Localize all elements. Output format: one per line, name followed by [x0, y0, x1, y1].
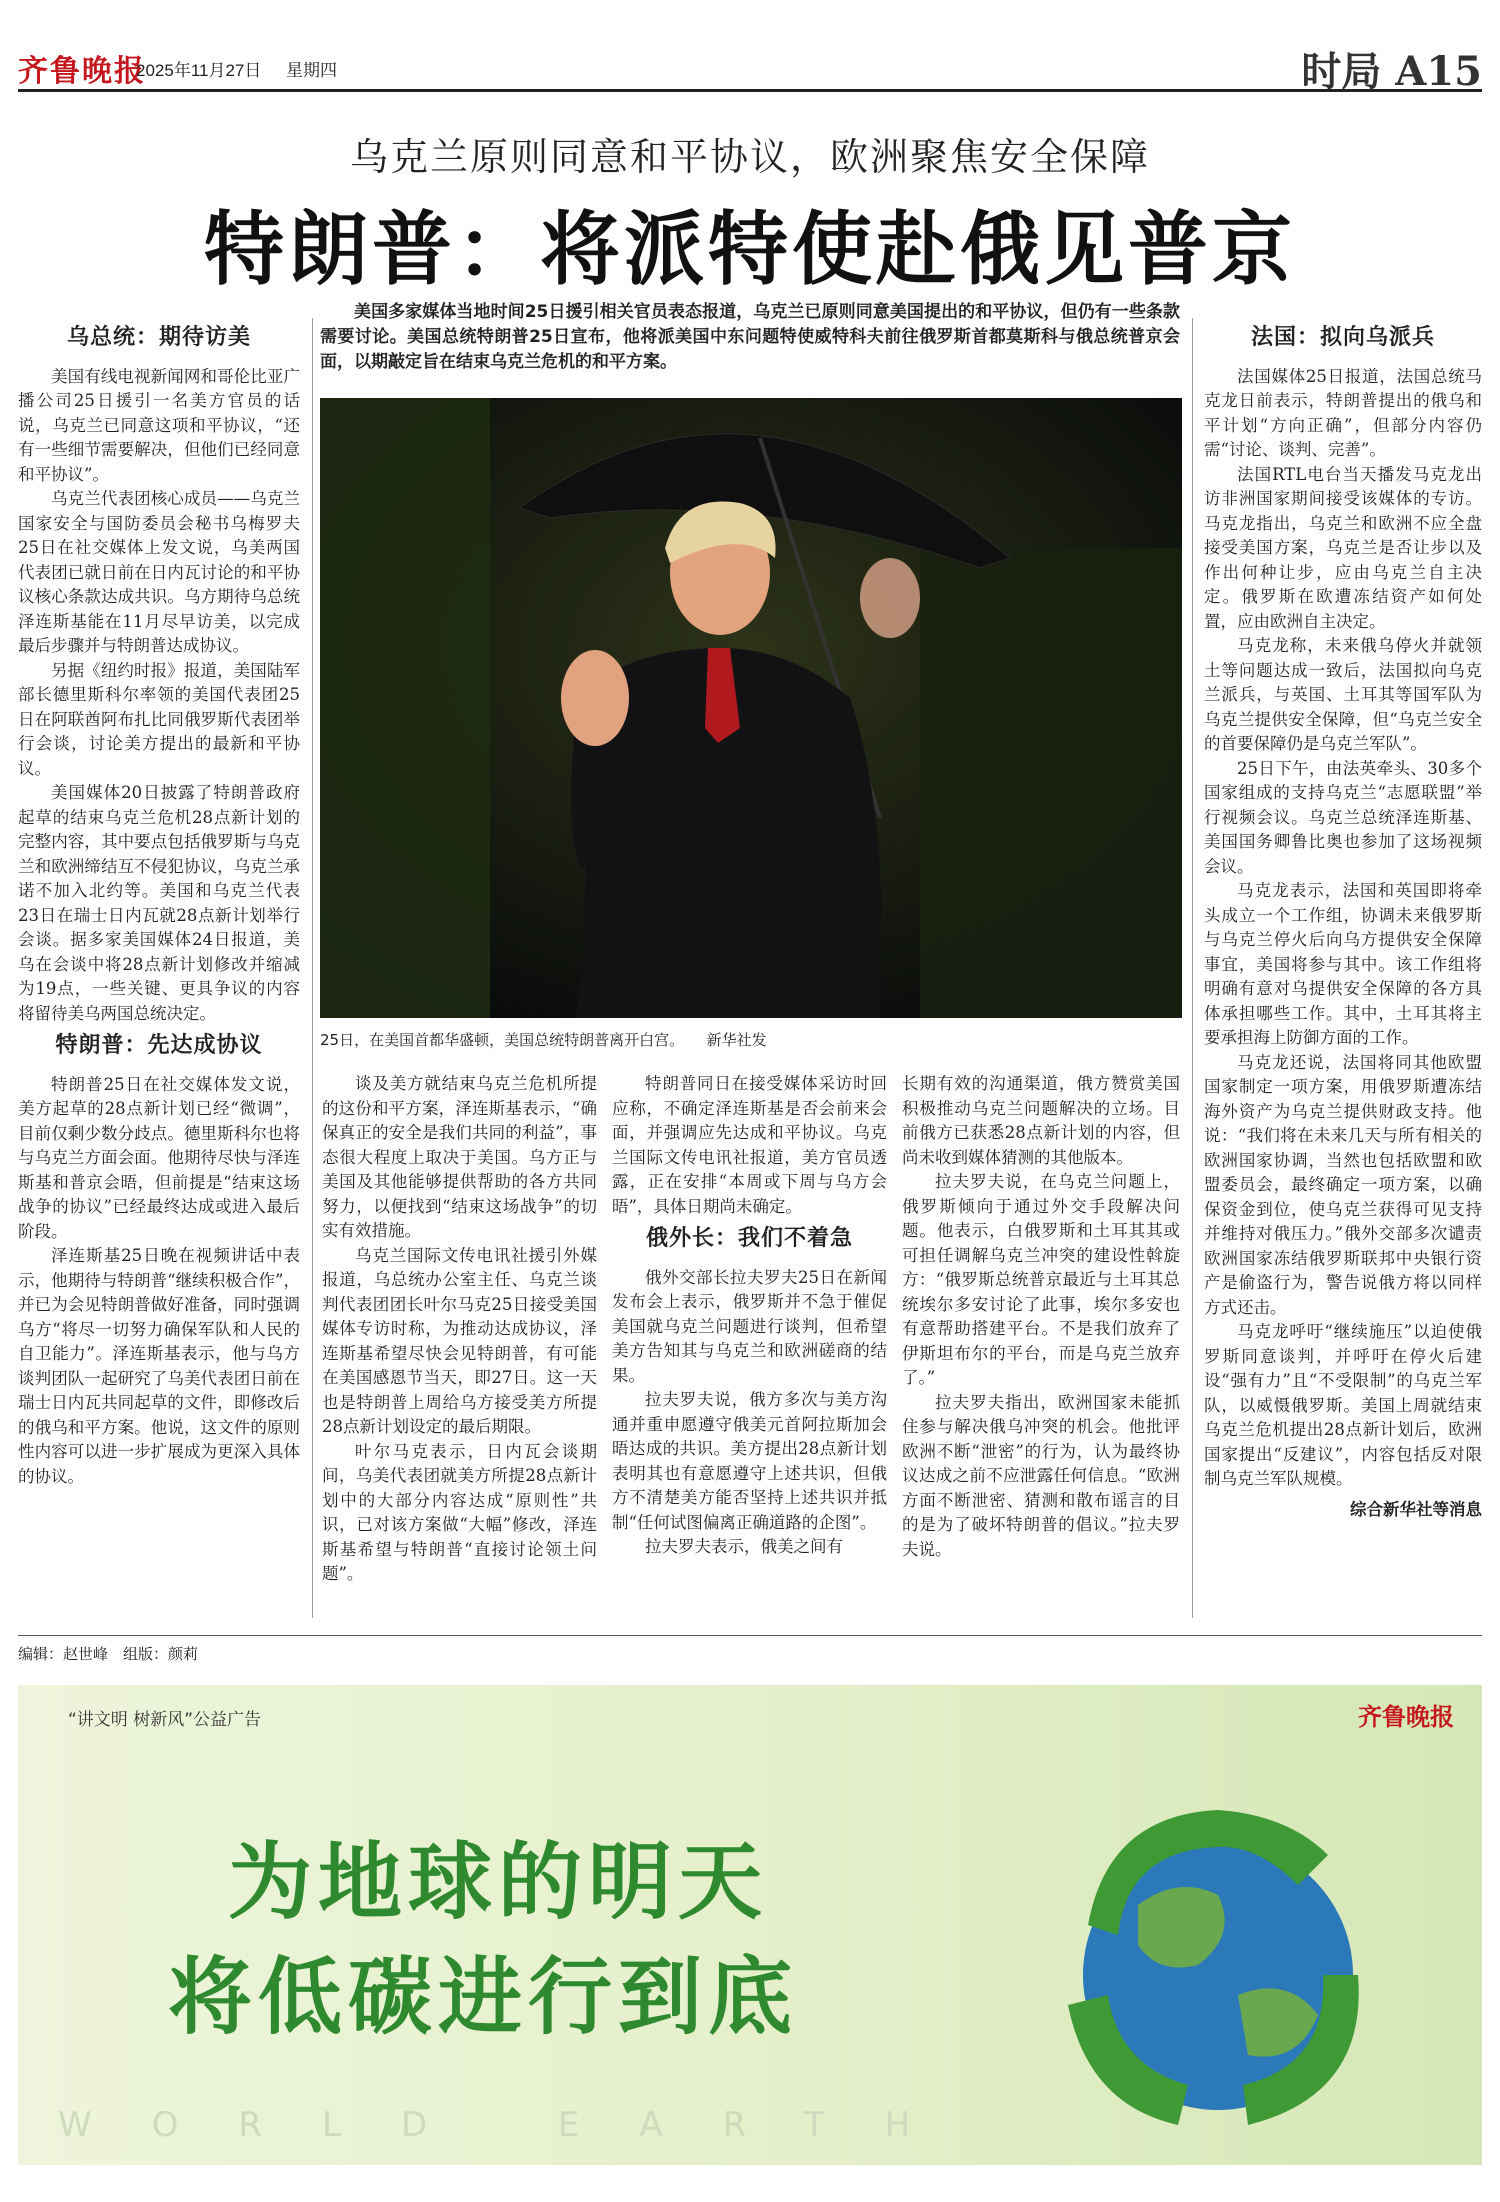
photo-caption: 25日，在美国首都华盛顿，美国总统特朗普离开白宫。 新华社发	[320, 1031, 767, 1049]
news-photo	[320, 398, 1182, 1018]
paragraph: 乌克兰国际文传电讯社援引外媒报道，乌总统办公室主任、乌克兰谈判代表团团长叶尔马克25日接受美国媒体专访时称，为推动达成协议，泽连斯基希望尽快会见特朗普，有可能在美国感恩节当天，即27日。这一天也是特朗普上周给乌方接受美方所提28点新计划设定的最后期限。	[322, 1245, 597, 1436]
body-column-3	[612, 1072, 887, 1560]
paragraph: 特朗普同日在接受媒体采访时回应称，不确定泽连斯基是否会前来会面，并强调应先达成和平协议。乌克兰国际文传电讯社报道，美方官员透露，正在安排“本周或下周与乌方会晤”，具体日期尚未确定。	[612, 1074, 887, 1216]
paragraph: 马克龙还说，法国将同其他欧盟国家制定一项方案，用俄罗斯遭冻结海外资产为乌克兰提供财政支持。他说：“我们将在未来几天与所有相关的欧洲国家协调，当然也包括欧盟和欧盟委员会，最终确定一项方案，以确保资金到位，使乌克兰获得可见支持并维持对俄压力。”俄外交部多次谴责欧洲国家冻结俄罗斯联邦中央银行资产是偷盗行为，警告说俄方将以同样方式还击。	[1204, 1052, 1482, 1317]
paragraph: 谈及美方就结束乌克兰危机所提的这份和平方案，泽连斯基表示，“确保真正的安全是我们共同的利益”，事态很大程度上取决于美国。乌方正与美国及其他能够提供帮助的各方共同努力，以便找到“结束这场战争”的切实有效措施。	[322, 1074, 597, 1240]
globe-recycle-icon	[1028, 1775, 1408, 2155]
paragraph: 25日下午，由法英牵头、30多个国家组成的支持乌克兰“志愿联盟”举行视频会议。乌克兰总统泽连斯基、美国国务卿鲁比奥也参加了这场视频会议。	[1204, 758, 1482, 876]
paragraph: 拉夫罗夫说，俄方多次与美方沟通并重申愿遵守俄美元首阿拉斯加会晤达成的共识。美方提出28点新计划表明其也有意愿遵守上述共识，但俄方不清楚美方能否坚持上述共识并抵制“任何试图偏离正确道路的企图”。	[612, 1390, 887, 1532]
ad-slogan-line1: 为地球的明天	[228, 1833, 769, 1931]
paragraph: 泽连斯基25日晚在视频讲话中表示，他期待与特朗普“继续积极合作”，并已为会见特朗普做好准备，同时强调乌方“将尽一切努力确保军队和人民的自卫能力”。泽连斯基表示，他与乌方谈判团队一起研究了乌美代表团日前在瑞士日内瓦共同起草的文件，即修改后的俄乌和平方案。他说，这文件的原则性内容可以进一步扩展成为更深入具体的协议。	[18, 1246, 300, 1486]
paragraph: 马克龙表示，法国和英国即将牵头成立一个工作组，协调未来俄罗斯与乌克兰停火后向乌方提供安全保障事宜，美国将参与其中。该工作组将明确有意对乌提供安全保障的各方具体承担哪些工作。其中，土耳其将主要承担海上防御方面的工作。	[1204, 881, 1482, 1047]
column-rule	[312, 318, 313, 1618]
article-headline: 特朗普：将派特使赴俄见普京	[204, 203, 1296, 296]
paragraph: 拉夫罗夫表示，俄美之间有	[645, 1537, 843, 1556]
body-column-4	[902, 1072, 1180, 1562]
paragraph: 拉夫罗夫说，在乌克兰问题上，俄罗斯倾向于通过外交手段解决问题。他表示，白俄罗斯和土耳其其或可担任调解乌克兰冲突的建设性斡旋方：“俄罗斯总统普京最近与土耳其总统埃尔多安讨论了此事，埃尔多安也有意帮助搭建平台。不是我们放弃了伊斯坦布尔的平台，而是乌克兰放弃了。”	[902, 1172, 1180, 1387]
editors-credit: 编辑：赵世峰 组版：颜莉	[18, 1645, 199, 1663]
paragraph: 特朗普25日在社交媒体发文说，美方起草的28点新计划已经“微调”，目前仅剩少数分歧点。德里斯科尔也将与乌克兰方面会面。他期待尽快与泽连斯基和普京会晤，但前提是“结束这场战争的协议”已经最终达成或进入最后阶段。	[18, 1074, 300, 1241]
paragraph: 拉夫罗夫指出，欧洲国家未能抓住参与解决俄乌冲突的机会。他批评欧洲不断“泄密”的行为，认为最终协议达成之前不应泄露任何信息。“欧洲方面不断泄密、猜测和散布谣言的目的是为了破坏特朗普的倡议。”拉夫罗夫说。	[902, 1392, 1180, 1559]
body-column-2	[322, 1072, 597, 1587]
paragraph: 叶尔马克表示，日内瓦会谈期间，乌美代表团就美方所提28点新计划中的大部分内容达成“原则性”共识，已对该方案做“大幅”修改，泽连斯基希望与特朗普“直接讨论领土问题”。	[322, 1441, 597, 1583]
public-service-ad	[18, 1685, 1482, 2165]
paragraph: 乌克兰代表团核心成员——乌克兰国家安全与国防委员会秘书乌梅罗夫25日在社交媒体上发文说，乌美两国代表团已就日前在日内瓦讨论的和平协议核心条款达成共识。乌方期待乌总统泽连斯基能在11月尽早访美，以完成最后步骤并与特朗普达成协议。	[18, 489, 300, 655]
masthead	[18, 40, 1482, 95]
paragraph: 法国RTL电台当天播发马克龙出访非洲国家期间接受该媒体的专访。马克龙指出，乌克兰和欧洲不应全盘接受美国方案，乌克兰是否让步以及作出何种让步，应由乌克兰自主决定。俄罗斯在欧遭冻结资产如何处置，应由欧洲自主决定。	[1204, 464, 1482, 631]
section-heading: 特朗普：先达成协议	[55, 1033, 263, 1058]
paragraph: 长期有效的沟通渠道，俄方赞赏美国积极推动乌克兰问题解决的立场。目前俄方已获悉28点新计划的内容，但尚未收到媒体猜测的其他版本。	[902, 1074, 1180, 1167]
paragraph: 法国媒体25日报道，法国总统马克龙日前表示，特朗普提出的俄乌和平计划“方向正确”，但部分内容仍需“讨论、谈判、完善”。	[1204, 366, 1482, 459]
article-subhead: 乌克兰原则同意和平协议，欧洲聚焦安全保障	[349, 135, 1150, 179]
article-lead: 美国多家媒体当地时间25日援引相关官员表态报道，乌克兰已原则同意美国提出的和平协议，但仍有一些条款需要讨论。美国总统特朗普25日宣布，他将派美国中东问题特使威特科夫前往俄罗斯首都莫斯科与俄总统普京会面，以期敲定旨在结束乌克兰危机的和平方案。	[320, 302, 1180, 372]
paragraph: 马克龙呼吁“继续施压”以迫使俄罗斯同意谈判，并呼吁在停火后建设“强有力”且“不受限制”的乌克兰军队，以威慑俄罗斯。美国上周就结束乌克兰危机提出28点新计划后，欧洲国家提出“反建议”，内容包括反对限制乌克兰军队规模。	[1204, 1322, 1482, 1488]
section-heading: 俄外长：我们不着急	[645, 1226, 853, 1251]
paragraph: 马克龙称，未来俄乌停火并就领土等问题达成一致后，法国拟向乌克兰派兵，与英国、土耳其等国军队为乌克兰提供安全保障，但“乌克兰安全的首要保障仍是乌克兰军队”。	[1204, 636, 1482, 753]
ad-newspaper-logo: 齐鲁晚报	[1358, 1702, 1454, 1731]
paragraph: 美国有线电视新闻网和哥伦比亚广播公司25日援引一名美方官员的话说，乌克兰已同意这项和平协议，“还有一些细节需要解决，但他们已经同意和平协议”。	[18, 366, 300, 484]
left-column	[18, 318, 300, 1489]
issue-weekday: 星期四	[286, 61, 337, 80]
photo-illustration	[320, 398, 1182, 1018]
paragraph: 另据《纽约时报》报道，美国陆军部长德里斯科尔率领的美国代表团25日在阿联酋阿布扎比同俄罗斯代表团举行会谈，讨论美方提出的最新和平协议。	[18, 660, 300, 778]
issue-date: 2025年11月27日	[136, 61, 262, 80]
newspaper-logo: 齐鲁晚报	[18, 54, 146, 89]
ad-slogan-line2: 将低碳进行到底	[168, 1948, 799, 2046]
ad-background-text: WORLD EARTH	[58, 2105, 971, 2145]
paragraph: 俄外交部长拉夫罗夫25日在新闻发布会上表示，俄罗斯并不急于催促美国就乌克兰问题进行谈判，但希望美方告知其与乌克兰和欧洲磋商的结果。	[612, 1267, 887, 1385]
section-heading: 法国：拟向乌派兵	[1250, 325, 1435, 350]
section-heading: 乌总统：期待访美	[66, 325, 251, 350]
bottom-rule	[18, 1635, 1482, 1636]
source-credit: 综合新华社等消息	[1350, 1499, 1482, 1519]
right-column	[1204, 318, 1482, 1522]
ad-label: “讲文明 树新风”公益广告	[68, 1710, 262, 1730]
column-rule	[1192, 318, 1193, 1618]
paragraph: 美国媒体20日披露了特朗普政府起草的结束乌克兰危机28点新计划的完整内容，其中要点包括俄罗斯与乌克兰和欧洲缔结互不侵犯协议，乌克兰承诺不加入北约等。美国和乌克兰代表23日在瑞士日内瓦就28点新计划举行会谈。据多家美国媒体24日报道，美乌在会谈中将28点新计划修改并缩减为19点，一些关键、更具争议的内容将留待美乌两国总统决定。	[18, 783, 300, 1023]
section-page-label: 时局 A15	[1301, 48, 1482, 95]
